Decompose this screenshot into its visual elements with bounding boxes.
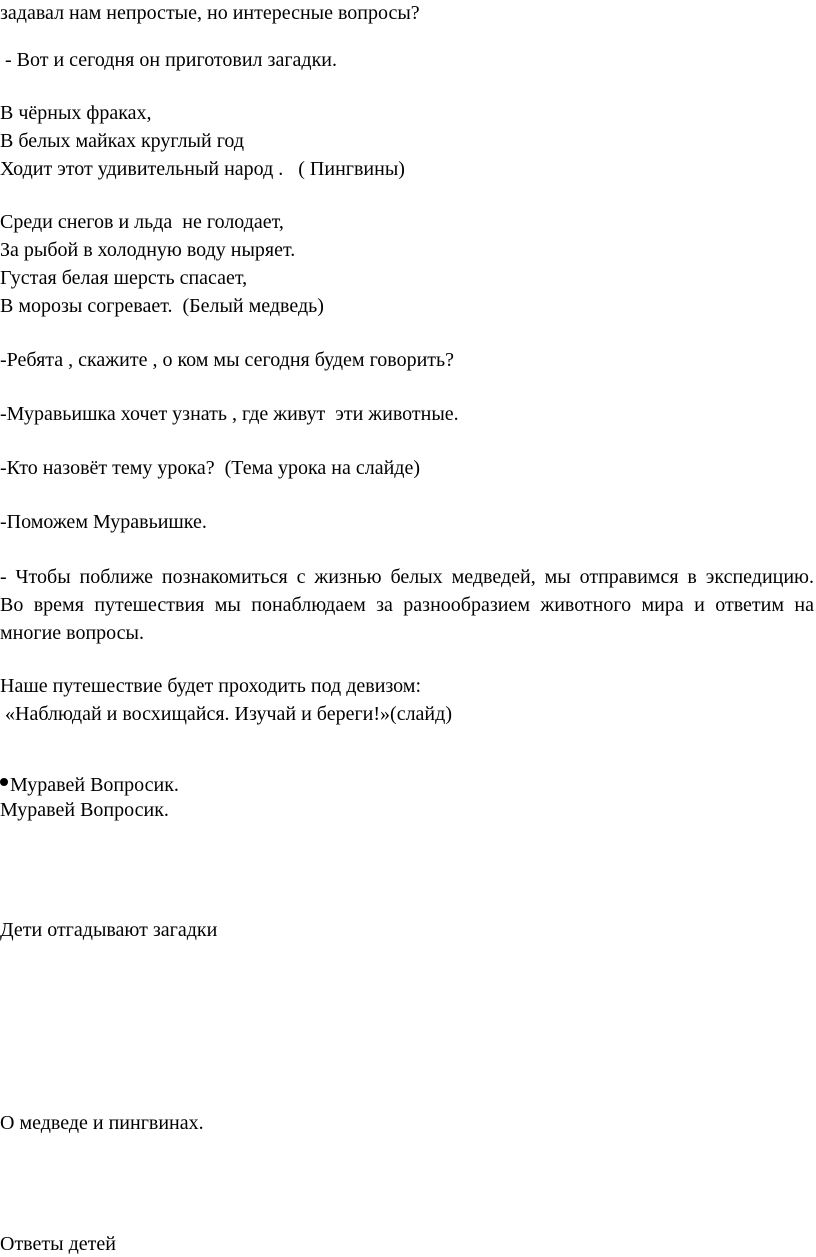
riddle-bear-line-1: Среди снегов и льда не голодает, [0, 211, 284, 233]
bullet-icon [0, 778, 8, 786]
paragraph-expedition-line-3: многие вопросы. [0, 622, 144, 644]
text-line-motto-intro: Наше путешествие будет проходить под девизом: [0, 675, 422, 697]
text-line-help-ant: -Поможем Муравьишке. [0, 511, 207, 533]
riddle-penguin-line-1: В чёрных фраках, [0, 102, 152, 124]
text-line-ant-wants: -Муравьишка хочет узнать , где живут эти животные. [0, 403, 459, 425]
text-line-riddles-intro: - Вот и сегодня он приготовил загадки. [0, 49, 337, 71]
text-line-questions: задавал нам непростые, но интересные вопросы? [0, 2, 420, 24]
text-line-bear-penguins: О медведе и пингвинах. [0, 1112, 204, 1134]
text-line-children-guess: Дети отгадывают загадки [0, 919, 218, 941]
text-line-motto: «Наблюдай и восхищайся. Изучай и береги!»(слайд) [0, 703, 452, 725]
text-line-lesson-topic: -Кто назовёт тему урока? (Тема урока на слайде) [0, 457, 420, 479]
riddle-penguin-line-3: Ходит этот удивительный народ . ( Пингвины) [0, 158, 405, 180]
bullet-item-ant [0, 772, 179, 798]
riddle-bear-line-4: В морозы согревает. (Белый медведь) [0, 295, 324, 317]
riddle-bear-line-2: За рыбой в холодную воду ныряет. [0, 239, 296, 261]
riddle-penguin-line-2: В белых майках круглый год [0, 130, 245, 152]
text-line-children-answers: Ответы детей [0, 1233, 116, 1255]
paragraph-expedition-line-2: Во время путешествия мы понаблюдаем за разнообразием животного мира и ответим на [0, 594, 814, 616]
text-line-topic-question: -Ребята , скажите , о ком мы сегодня будем говорить? [0, 349, 455, 371]
text-line-ant-name: Муравей Вопросик. [0, 799, 169, 821]
paragraph-expedition-line-1: - Чтобы поближе познакомиться с жизнью белых медведей, мы отправимся в экспедицию. [0, 566, 814, 588]
riddle-bear-line-3: Густая белая шерсть спасает, [0, 267, 248, 289]
bullet-item-label: Муравей Вопросик. [10, 774, 179, 796]
